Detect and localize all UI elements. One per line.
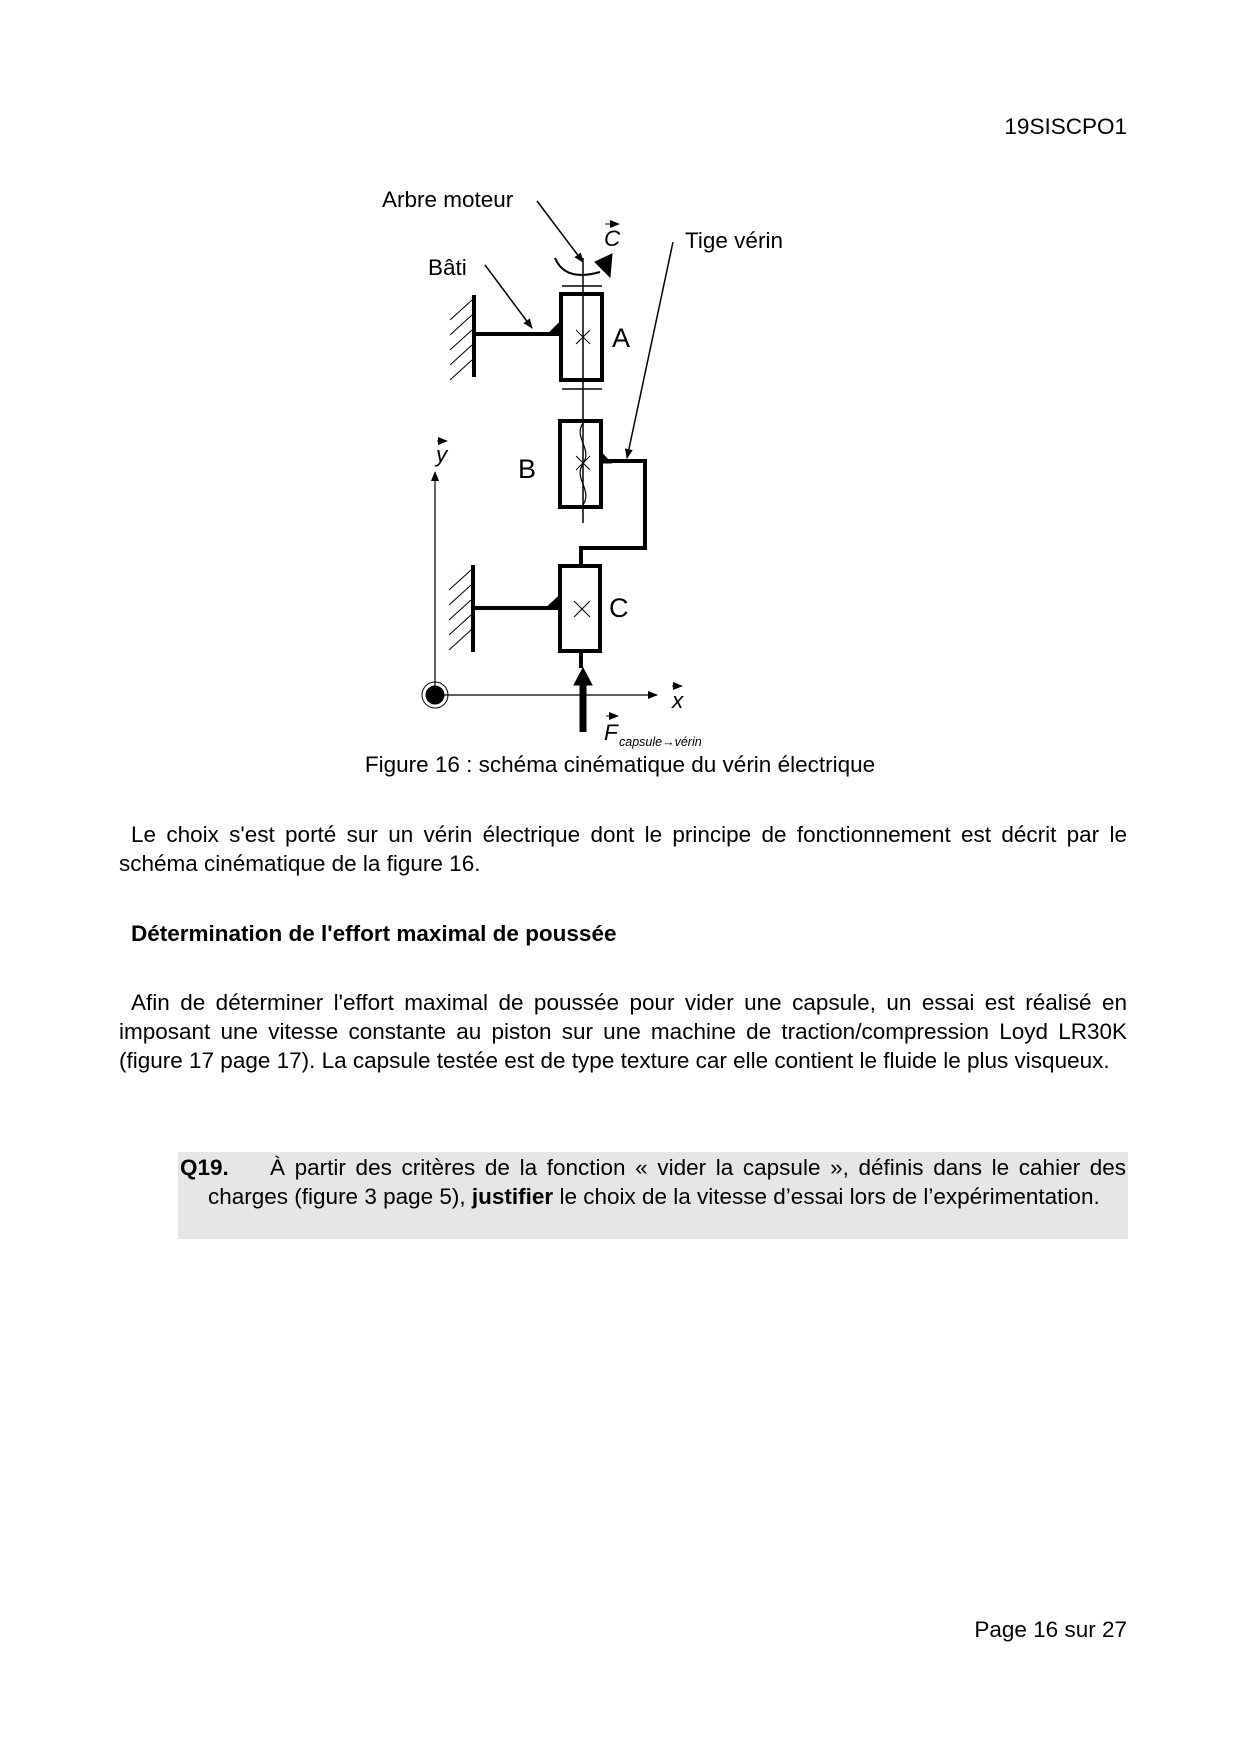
label-force-subscript: capsule→vérin <box>619 735 702 749</box>
question-number: Q19. <box>180 1155 229 1180</box>
question-box <box>178 1152 1128 1239</box>
piston-rod <box>581 461 645 566</box>
frame-hatching-bottom <box>449 570 471 650</box>
intro-paragraph: Le choix s'est porté sur un vérin électrique dont le principe de fonctionnement est décrit par le schéma cinématique de la figure 16. <box>119 822 1127 876</box>
label-joint-a: A <box>612 323 631 353</box>
figure-caption: Figure 16 : schéma cinématique du vérin électrique <box>364 752 876 777</box>
question-keyword: justifier <box>471 1184 554 1209</box>
label-axis-x: x <box>672 688 684 713</box>
label-force: F <box>604 720 618 745</box>
joint-a-box <box>561 294 602 380</box>
label-bati: Bâti <box>428 255 467 280</box>
label-couple: C <box>604 226 621 251</box>
torque-arrow-icon <box>555 258 600 275</box>
label-arbre-moteur: Arbre moteur <box>382 187 514 212</box>
page-number: Page 16 sur 27 <box>974 1617 1127 1642</box>
label-joint-c: C <box>609 593 629 623</box>
question-text-before: À partir des critères de la fonction « vider la capsule », définis dans le cahier des charges (figure 3 page 5), <box>208 1155 1126 1209</box>
question-text-after: le choix de la vitesse d’essai lors de l’expérimentation. <box>553 1184 1100 1209</box>
body-paragraph: Afin de déterminer l'effort maximal de poussée pour vider une capsule, un essai est réalisé en imposant une vitesse constante au piston sur une machine de traction/compression Loyd LR30K (figure 17 page 17). La capsule testée est de type texture car elle contient le fluide le plus visqueux. <box>119 990 1127 1073</box>
label-tige-verin: Tige vérin <box>685 228 783 253</box>
document-code: 19SISCPO1 <box>1004 114 1127 139</box>
joint-c-box <box>560 566 600 651</box>
kinematic-diagram <box>0 0 1240 800</box>
section-heading: Détermination de l'effort maximal de poussée <box>131 921 617 946</box>
question-text <box>180 1153 1126 1211</box>
label-joint-b: B <box>518 454 537 484</box>
label-axis-y: y <box>436 442 448 467</box>
frame-hatching-top <box>450 300 472 380</box>
